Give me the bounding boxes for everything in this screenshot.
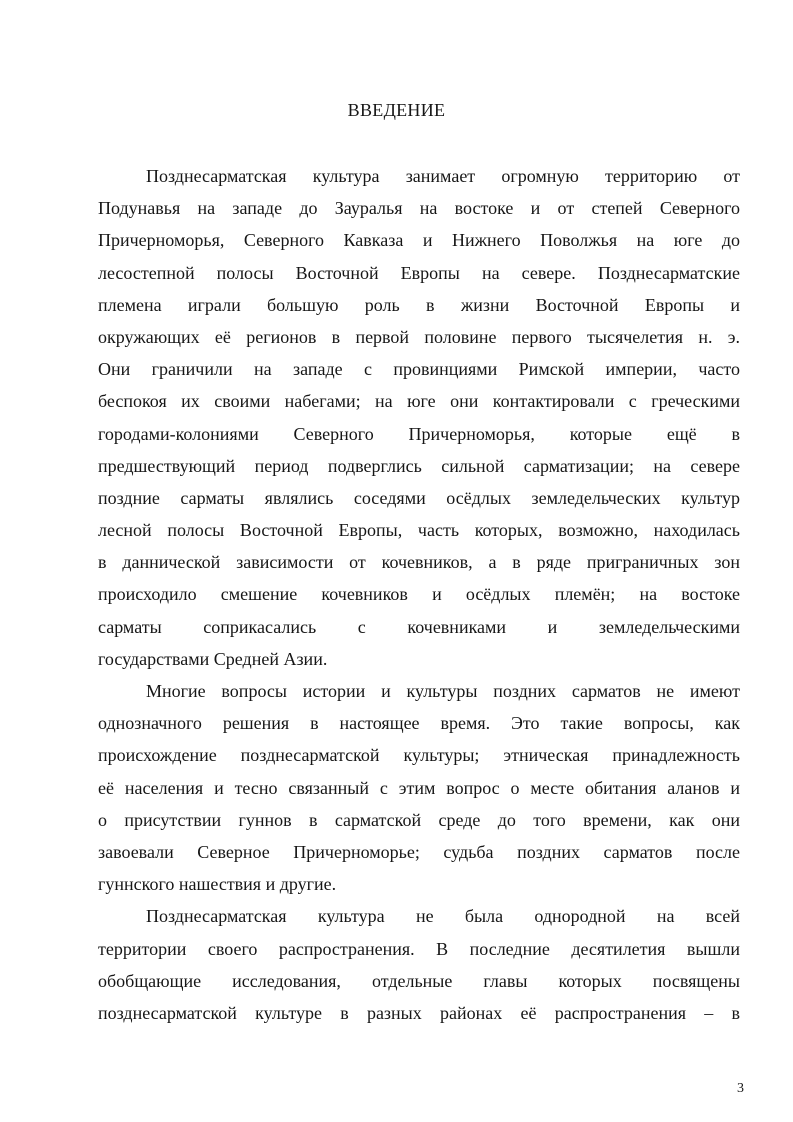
text-line: беспокоя их своими набегами; на юге они контактировали с греческими [98,391,740,412]
text-line: о присутствии гуннов в сарматской среде до того времени, как они [98,809,740,830]
text-line: предшествующий период подверглись сильной сарматизации; на севере [98,455,740,476]
text-line: обобщающие исследования, отдельные главы которых посвящены [98,970,740,991]
text-line: в даннической зависимости от кочевников, а в ряде приграничных зон [98,552,740,573]
text-line: завоевали Северное Причерноморье; судьба поздних сарматов после [98,841,740,862]
text-line: её населения и тесно связанный с этим вопрос о месте обитания аланов и [98,777,740,798]
text-line: позднесарматской культуре в разных районах её распространения – в [98,1002,740,1023]
text-line: территории своего распространения. В последние десятилетия вышли [98,938,740,959]
text-line: однозначного решения в настоящее время. Это такие вопросы, как [98,713,740,734]
text-line: Позднесарматская культура не была однородной на всей [146,906,740,927]
text-line: племена играли большую роль в жизни Восточной Европы и [98,294,740,315]
text-line: происходило смешение кочевников и осёдлых племён; на востоке [98,584,740,605]
text-line: Они граничили на западе с провинциями Римской империи, часто [98,359,740,380]
text-line: гуннского нашествия и другие. [98,874,337,895]
text-line: поздние сарматы являлись соседями осёдлых земледельческих культур [98,487,740,508]
text-line: Многие вопросы истории и культуры поздних сарматов не имеют [146,681,740,701]
text-line: городами-колониями Северного Причерноморья, которые ещё в [98,423,740,444]
page-title: ВВЕДЕНИЕ [347,100,446,120]
text-line: лесной полосы Восточной Европы, часть которых, возможно, находилась [98,520,740,541]
text-line: происхождение позднесарматской культуры; этническая принадлежность [98,745,740,766]
text-line: лесостепной полосы Восточной Европы на севере. Позднесарматские [98,262,740,283]
page-number: 3 [737,1081,744,1096]
text-line: окружающих её регионов в первой половине первого тысячелетия н. э. [98,326,740,347]
text-line: государствами Средней Азии. [98,648,328,669]
body-text [98,160,740,1029]
text-line: сарматы соприкасались с кочевниками и земледельческими [98,616,740,637]
text-line: Подунавья на западе до Зауралья на востоке и от степей Северного [98,198,740,219]
text-line: Причерноморья, Северного Кавказа и Нижнего Поволжья на юге до [98,230,740,251]
text-line: Позднесарматская культура занимает огромную территорию от [146,166,740,186]
